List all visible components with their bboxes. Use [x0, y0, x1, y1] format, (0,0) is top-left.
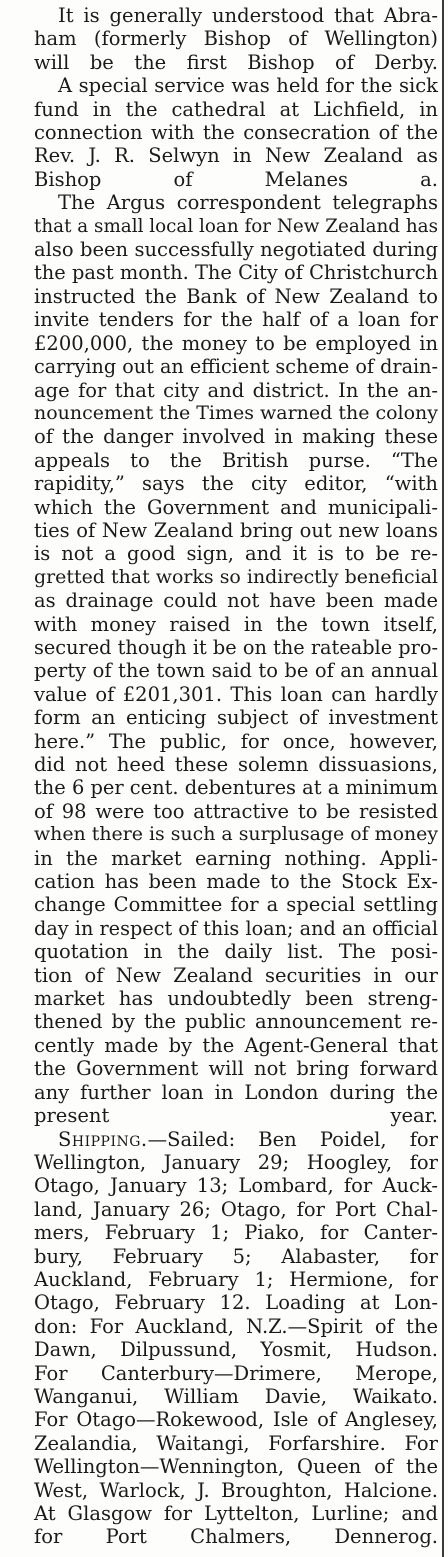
text-line: mers, February 1; Piako, for Canter- [34, 1221, 438, 1245]
shipping-heading: Shipping. [58, 1127, 148, 1151]
text-line: connection with the consecration of the [34, 121, 438, 145]
text-line [34, 1128, 438, 1151]
text-line: did not heed these solemn dissuasions, [34, 753, 438, 776]
text-line: quotation in the daily list. The posi- [34, 940, 438, 964]
text-run: —Sailed: Ben Poidel, for [147, 1127, 438, 1151]
text-line: age for that city and district. In the an- [34, 378, 438, 402]
text-line: as drainage could not have been made [34, 589, 438, 613]
text-line: that a small local loan for New Zealand has [34, 215, 438, 237]
text-line: market has undoubtedly been streng- [34, 987, 438, 1011]
text-line: carrying out an efficient scheme of drain- [34, 355, 438, 379]
text-line: ham (formerly Bishop of Wellington) [34, 27, 438, 51]
paragraph-bishop-of-derby [34, 4, 438, 74]
text-line: of 98 were too attractive to be resisted [34, 799, 438, 823]
text-line: secured though it be on the rateable pro- [34, 635, 438, 659]
paragraph-lichfield-service [34, 74, 438, 191]
text-line: For Canterbury—Drimere, Merope, [34, 1361, 438, 1385]
paragraph-new-zealand-loan [34, 191, 438, 1127]
text-line: Rev. J. R. Selwyn in New Zealand as [34, 144, 438, 168]
text-line: cation has been made to the Stock Ex- [34, 870, 438, 894]
text-line: will be the first Bishop of Derby. [34, 50, 438, 74]
text-line: Bishop of Melanes a. [34, 167, 438, 191]
text-line: in the market earning nothing. Appli- [34, 846, 438, 870]
text-line: West, Warlock, J. Broughton, Halcione. [34, 1478, 438, 1502]
text-line: is not a good sign, and it is to be re- [34, 542, 438, 566]
text-line: when there is such a surplusage of money [34, 823, 438, 846]
text-line: Otago, January 13; Lombard, for Auck- [34, 1174, 438, 1198]
text-line: any further loan in London during the [34, 1080, 438, 1104]
text-line: The Argus correspondent telegraphs [58, 191, 438, 215]
text-line: present year. [34, 1104, 438, 1128]
text-line: Wellington—Wennington, Queen of the [34, 1455, 438, 1479]
text-line: rapidity,” says the city editor, “with [34, 472, 438, 496]
text-line: the past month. The City of Christchurch [34, 261, 438, 285]
text-line: the Government will not bring forward [34, 1057, 438, 1081]
text-line: day in respect of this loan; and an official [34, 916, 438, 940]
text-line: bury, February 5; Alabaster, for [34, 1244, 438, 1268]
text-line: At Glasgow for Lyttelton, Lurline; and [34, 1502, 438, 1525]
text-line: perty of the town said to be of an annual [34, 659, 438, 683]
text-line: fund in the cathedral at Lichfield, in [34, 97, 438, 121]
text-line: Wanganui, William Davie, Waikato. [34, 1384, 438, 1408]
text-line: with money raised in the town itself, [34, 612, 438, 636]
text-line: For Otago—Rokewood, Isle of Anglesey, [34, 1408, 438, 1432]
text-line: here.” The public, for once, however, [34, 729, 438, 753]
text-line: Otago, February 12. Loading at Lon- [34, 1291, 438, 1315]
text-line: of the danger involved in making these [34, 425, 438, 449]
text-line: instructed the Bank of New Zealand to [34, 284, 438, 308]
column-rule [442, 0, 444, 1557]
text-line: also been successfully negotiated during [34, 238, 438, 262]
text-line: tion of New Zealand securities in our [34, 963, 438, 987]
text-line: Auckland, February 1; Hermione, for [34, 1267, 438, 1291]
text-line: gretted that works so indirectly beneficial [34, 565, 438, 588]
text-line: A special service was held for the sick [58, 74, 438, 98]
text-line: the 6 per cent. debentures at a minimum [34, 776, 438, 800]
text-line: cently made by the Agent-General that [34, 1033, 438, 1057]
text-line: appeals to the British purse. “The [34, 448, 438, 472]
text-line: It is generally understood that Abra- [58, 4, 438, 27]
text-line: Wellington, January 29; Hoogley, for [34, 1150, 438, 1174]
text-line: for Port Chalmers, Dennerog. [34, 1525, 438, 1549]
text-line: form an enticing subject of investment [34, 706, 438, 730]
text-line: Zealandia, Waitangi, Forfarshire. For [34, 1431, 438, 1455]
text-line: change Committee for a special settling [34, 893, 438, 917]
paragraph-shipping [34, 1128, 438, 1549]
text-line: Dawn, Dilpussund, Yosmit, Hudson. [34, 1338, 438, 1362]
text-line: nouncement the Times warned the colony [34, 401, 438, 424]
text-line: invite tenders for the half of a loan for [34, 308, 438, 332]
text-line: which the Government and municipali- [34, 495, 438, 519]
text-line: ties of New Zealand bring out new loans [34, 518, 438, 542]
text-line: £200,000, the money to be employed in [34, 331, 438, 355]
text-line: land, January 26; Otago, for Port Chal- [34, 1197, 438, 1221]
text-line: value of £201,301. This loan can hardly [34, 682, 438, 706]
text-line: don: For Auckland, N.Z.—Spirit of the [34, 1314, 438, 1338]
text-line: thened by the public announcement re- [34, 1010, 438, 1034]
